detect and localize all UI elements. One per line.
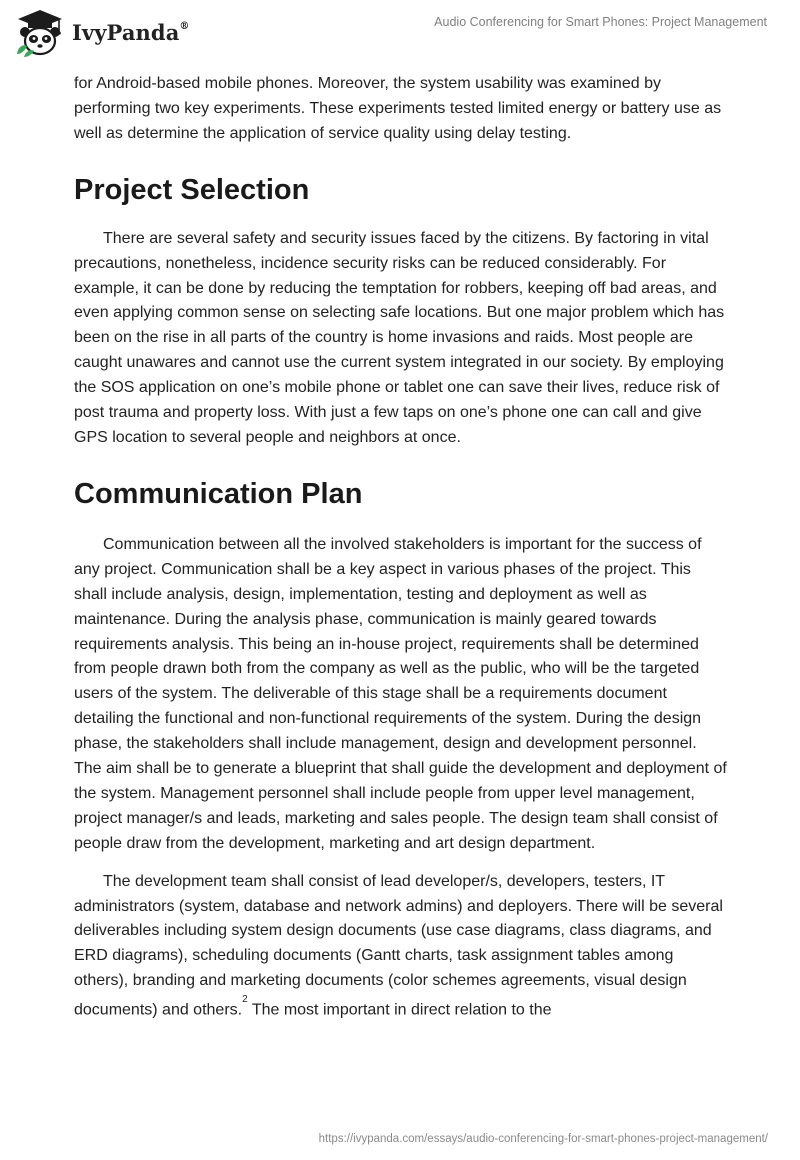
project-selection-paragraph: There are several safety and security issues faced by the citizens. By factoring in vital precautions, nonetheless, incidence security risks can be reduced considerably. For example, it can be done by reducing the temptation for robbers, keeping off bad areas, and even applying common sense on selecting safe locations. But one major problem which has been on the rise in all parts of the country is home invasions and raids. Most people are caught unawares and cannot use the current system integrated in our society. By employing the SOS application on one’s mobile phone or tablet one can save their lives, reduce risk of post trauma and property loss. With just a few taps on one’s phone one can call and give GPS location to several people and neighbors at once. <box>74 229 725 446</box>
article-body <box>74 72 728 1023</box>
communication-plan-paragraph-2 <box>74 870 728 1024</box>
paragraph-2-text: The development team shall consist of lead developer/s, developers, testers, IT administrators (system, database and network admins) and deployers. There will be several deliverables including system design documents (use case diagrams, class diagrams, and ERD diagrams), scheduling documents (Gantt charts, task assignment tables among others), branding and marketing documents (color schemes agreements, visual design documents) and others. <box>74 872 723 1019</box>
page-header <box>0 0 800 70</box>
project-selection-heading: Project Selection <box>74 173 310 206</box>
footnote-ref[interactable]: 2 <box>242 994 248 1006</box>
brand-name: IvyPanda® <box>72 19 190 45</box>
source-url[interactable]: https://ivypanda.com/essays/audio-conferencing-for-smart-phones-project-management/ <box>318 1133 768 1145</box>
communication-plan-heading: Communication Plan <box>74 477 363 510</box>
communication-plan-paragraph-1: Communication between all the involved stakeholders is important for the success of any project. Communication shall be a key aspect in various phases of the project. This shall include analysis, design, implementation, testing and deployment as well as maintenance. During the analysis phase, communication is mainly geared towards requirements analysis. This being an in-house project, requirements shall be determined from people drawn both from the company as well as the public, who will be the targeted users of the system. The deliverable of this stage shall be a requirements document detailing the functional and non-functional requirements of the system. During the design phase, the stakeholders shall include management, design and development personnel. The aim shall be to generate a blueprint that shall guide the development and deployment of the system. Management personnel shall include people from upper level management, project manager/s and leads, marketing and sales people. The design team shall consist of people draw from the development, marketing and art design department. <box>74 535 727 852</box>
paragraph-2-continuation: The most important in direct relation to the <box>247 1001 552 1019</box>
intro-paragraph: for Android-based mobile phones. Moreover, the system usability was examined by performing two key experiments. These experiments tested limited energy or battery use as well as determine the application of service quality using delay testing. <box>74 75 722 142</box>
panda-graduate-icon <box>14 8 66 58</box>
document-title: Audio Conferencing for Smart Phones: Project Management <box>434 15 767 29</box>
ivypanda-logo[interactable] <box>14 8 194 58</box>
